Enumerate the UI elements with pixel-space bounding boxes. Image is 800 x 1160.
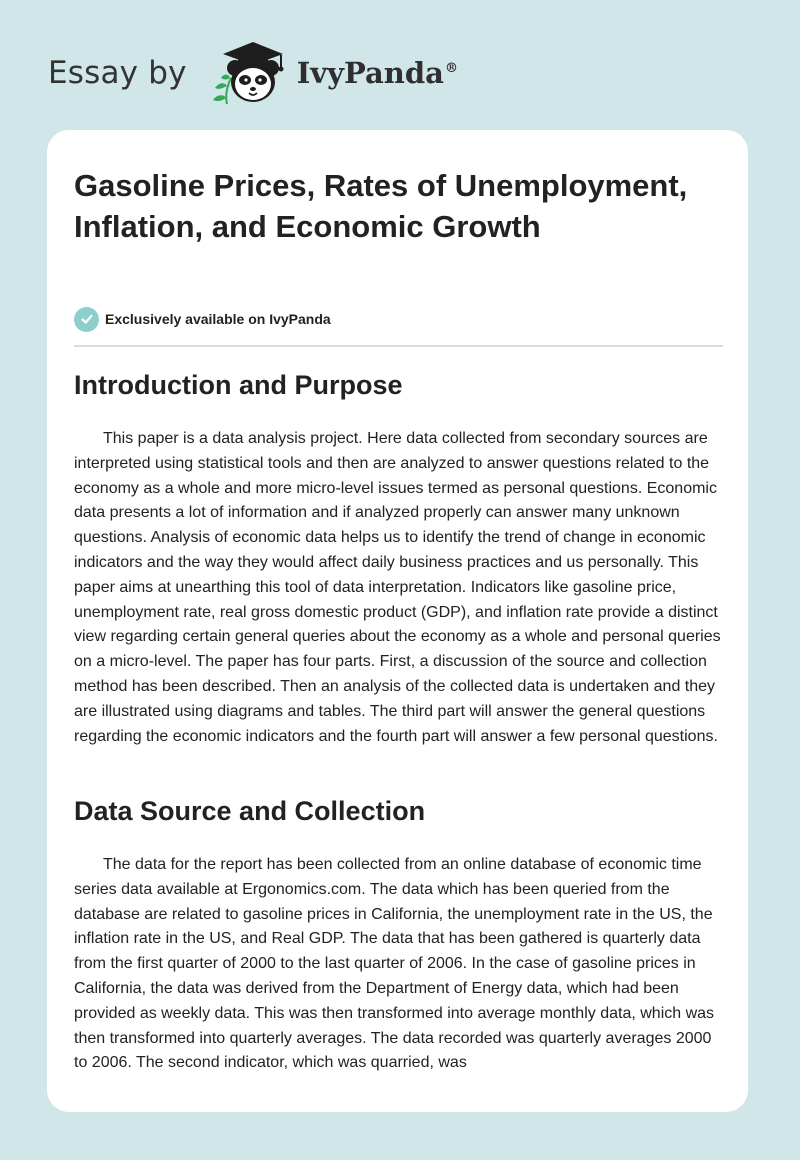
panda-logo-icon xyxy=(205,38,293,108)
section-heading-data-source: Data Source and Collection xyxy=(74,796,426,826)
page-title: Gasoline Prices, Rates of Unemployment, Inflation, and Economic Growth xyxy=(74,168,688,244)
brand-name: IvyPanda® xyxy=(296,56,458,90)
exclusive-label: Exclusively available on IvyPanda xyxy=(105,311,331,327)
section-paragraph-data-source: The data for the report has been collected from an online database of economic time series data available at Ergonomics.com. The data which has been queried from the database are related to gasoline prices in California, the unemployment rate in the US, the inflation rate in the US, and Real GDP. The data that has been gathered is quarterly data from the first quarter of 2000 to the last quarter of 2006. In the case of gasoline prices in California, the data was derived from the Department of Energy data, which had been provided as weekly data. This was then transformed into average monthly data, which was then transformed into quarterly averages. The data recorded was quarterly averages 2000 to 2006. The second indicator, which was quarried, was xyxy=(74,856,715,1072)
registered-mark: ® xyxy=(444,61,458,77)
essay-card xyxy=(47,130,748,1112)
exclusive-badge xyxy=(74,306,331,332)
divider xyxy=(74,345,723,347)
brand-header[interactable] xyxy=(48,38,608,108)
essay-by-label: Essay by xyxy=(48,55,187,91)
section-paragraph-introduction: This paper is a data analysis project. Here data collected from secondary sources are interpreted using statistical tools and then are analyzed to answer questions related to the economy as a whole and more micro-level issues termed as personal questions. Economic data presents a lot of information and if analyzed properly can answer many unknown questions. Analysis of economic data helps us to identify the trend of change in economic indicators and the way they would affect daily business practices and us personally. This paper aims at unearthing this tool of data interpretation. Indicators like gasoline price, unemployment rate, real gross domestic product (GDP), and inflation rate provide a distinct view regarding certain general queries about the economy as a whole and personal queries on a micro-level. The paper has four parts. First, a discussion of the source and collection method has been described. Then an analysis of the collected data is undertaken and they are illustrated using diagrams and tables. The third part will answer the general questions regarding the economic indicators and the fourth part will answer a few personal questions. xyxy=(74,430,721,745)
section-heading-introduction: Introduction and Purpose xyxy=(74,370,403,400)
check-icon xyxy=(74,307,99,332)
